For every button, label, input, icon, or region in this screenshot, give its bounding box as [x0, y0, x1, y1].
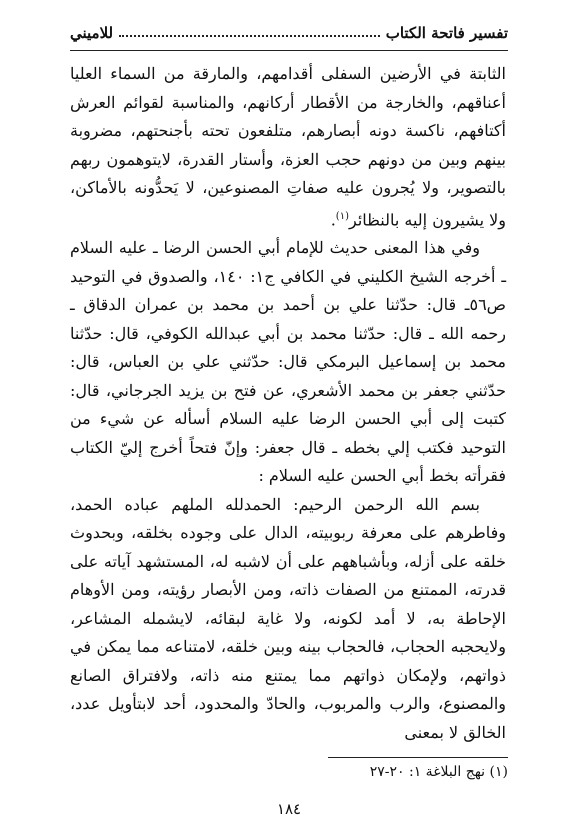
paragraph-3: بسم الله الرحمن الرحيم: الحمدلله الملهم عباده الحمد، وفاطرهم على معرفة ربوبيته، الدال على وجوده بخلقه، وبحدوث خلقه على أزله، وبأشباههم على أن لاشبه له، المستشهد آياته على قدرته، الممتنع من الصفات ذاته، ومن الأبصار رؤيته، ومن الأوهام الإحاطة به، لا أمد لكونه، ولا غاية لبقائه، لايشمله المشاعر، ولايحجبه الحجاب، فالحجاب بينه وبين خلقه، لامتناعه مما يمكن في ذواتهم، ولإمكان ذواتهم مما يمتنع منه ذاته، ولافتراق الصانع والمصنوع، والرب والمربوب، والحادّ والمحدود، أحد لابتأويل عدد، الخالق لا بمعنى [70, 494, 507, 742]
header-author: للاميني [70, 24, 114, 42]
paragraph-1: الثابتة في الأرضين السفلى أقدامهم، والمارقة من السماء العليا أعناقهم، والخارجة من الأقطار أركانهم، والمناسبة لقوائم العرش أكتافهم، ناكسة دونه أبصارهم، متلفعون تحته بأجنحتهم، مضروبة بينهم وبين من دونهم حجب العزة، وأستار القدرة، لايتوهمون ربهم بالتصوير، ولا يُجرون عليه صفاتِ المصنوعين، لا يَحدُّونه بالأماكن، ولا يشيرون إليه بالنظائر$^{(١)}$. [70, 64, 506, 229]
running-header [70, 22, 508, 42]
header-book-title: تفسير فاتحة الكتاب [385, 24, 508, 42]
footnote-marker: (١) [335, 210, 349, 222]
paragraph-2: وفي هذا المعنى حديث للإمام أبي الحسن الرضا ـ عليه السلام ـ أخرجه الشيخ الكليني في الكافي ج١: ١٤٠، والصدوق في التوحيد ص٥٦ـ قال: حدّثنا علي بن أحمد بن محمد بن عمران الدقاق ـ رحمه الله ـ قال: حدّثنا محمد بن أبي عبدالله الكوفي، قال: حدّثنا محمد بن إسماعيل البرمكي قال: حدّثني علي بن العباس، قال: حدّثني جعفر بن محمد الأشعري، عن فتح بن يزيد الجرجاني، قال: كتبت إلى أبي الحسن الرضا عليه السلام أسأله عن شيء من التوحيد فكتب إلي بخطه ـ قال جعفر: وإنّ فتحاً أخرج إليّ الكتاب فقرأته بخط أبي الحسن عليه السلام : [70, 238, 507, 486]
paragraph-1-text: الثابتة في الأرضين السفلى أقدامهم، والمارقة من السماء العليا أعناقهم، والخارجة من الأقطار أركانهم، والمناسبة لقوائم العرش أكتافهم، ناكسة دونه أبصارهم، متلفعون تحته بأجنحتهم، مضروبة بينهم وبين من دونهم حجب العزة، وأستار القدرة، لايتوهمون ربهم بالتصوير، ولا يُجرون عليه صفاتِ المصنوعين، لا يَحدُّونه بالأماكن، ولا يشيرون إليه بالنظائر [70, 64, 506, 229]
main-text [70, 60, 506, 747]
footnote: (١) نهج البلاغة ١: ٢٠-٢٧ [369, 764, 508, 780]
footnote-rule [328, 757, 508, 758]
page-number: ١٨٤ [276, 800, 302, 818]
header-dot-leader [119, 35, 380, 37]
header-rule [70, 50, 508, 51]
